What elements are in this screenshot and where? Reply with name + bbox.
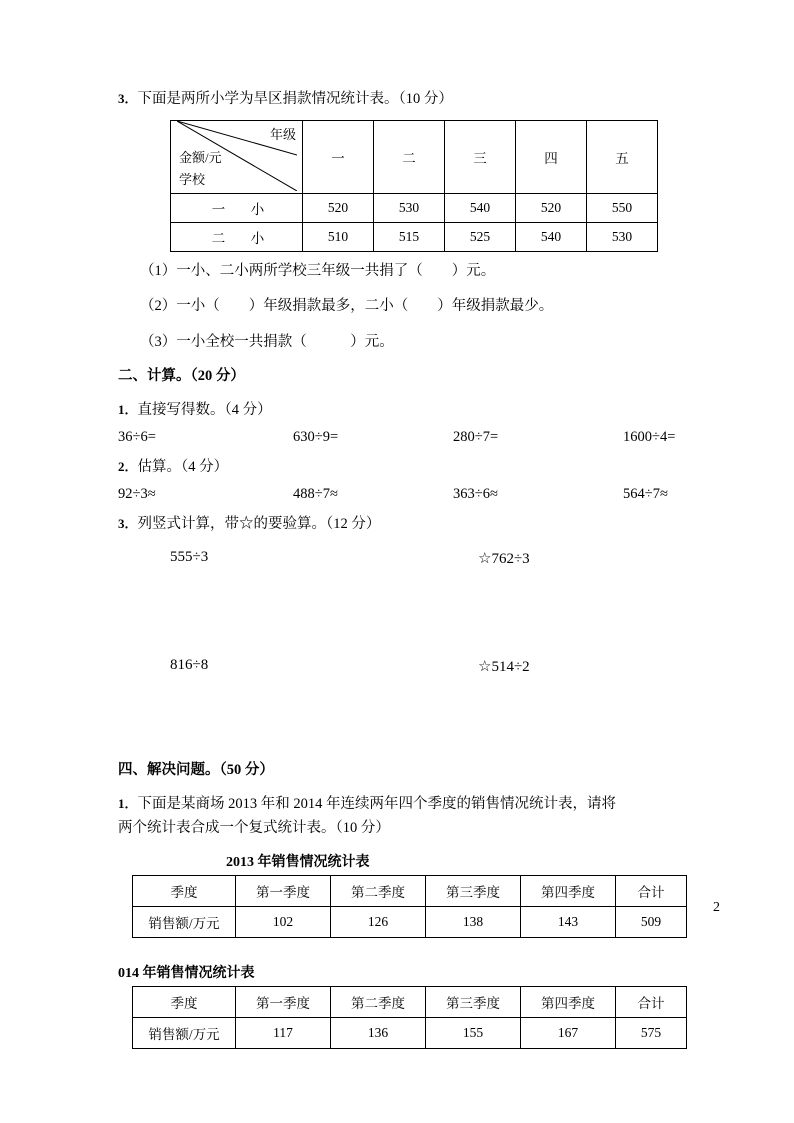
t2013-row-q4: 143 — [521, 906, 616, 937]
section2-q1-heading — [118, 399, 698, 423]
table-2013-title: 2013 年销售情况统计表 — [226, 854, 370, 870]
estimate-item-488-7: 488÷7≈ — [293, 486, 338, 503]
table-row — [171, 222, 658, 251]
donation-grade-4: 四 — [516, 120, 587, 193]
section4-q1-number: 1． — [118, 796, 138, 812]
question-3-heading — [118, 88, 698, 112]
question-3-sub-2: （2）一小（ ）年级捐款最多，二小（ ）年级捐款最少。 — [140, 298, 554, 315]
section4-q1-text1: 下面是某商场 2013 年和 2014 年连续两年四个季度的销售情况统计表，请将 — [137, 796, 617, 813]
question-3-sub-1: （1）一小、二小两所学校三年级一共捐了（ ）元。 — [140, 262, 496, 279]
vertical-calc-row-1 — [118, 549, 698, 579]
t2013-header-3: 第三季度 — [426, 875, 521, 906]
donation-row-1-value-0: 510 — [303, 222, 374, 251]
t2014-row-q1: 117 — [236, 1017, 331, 1048]
calc-item-630-9: 630÷9= — [293, 429, 339, 446]
section2-q2-number: 2． — [118, 459, 138, 475]
page-number: 2 — [713, 900, 720, 915]
donation-table-header-row — [171, 120, 658, 193]
section2-q1-number: 1． — [118, 402, 138, 418]
section2-q2-heading — [118, 456, 698, 480]
section4-q1-line1 — [118, 793, 698, 817]
t2014-header-3: 第三季度 — [426, 986, 521, 1017]
table-row — [133, 875, 687, 906]
section-2-heading: 二、计算。（20 分） — [118, 368, 245, 385]
t2013-header-1: 第一季度 — [236, 875, 331, 906]
t2014-header-5: 合计 — [616, 986, 687, 1017]
t2013-header-4: 第四季度 — [521, 875, 616, 906]
donation-table — [170, 120, 658, 252]
donation-row-1-name: 二 小 — [171, 222, 303, 251]
donation-grade-5: 五 — [587, 120, 658, 193]
table-2014-title: 014 年销售情况统计表 — [118, 965, 255, 981]
question-3-text: 下面是两所小学为旱区捐款情况统计表。（10 分） — [137, 91, 453, 107]
vertical-calc-816-8: 816÷8 — [170, 657, 209, 674]
t2014-header-0: 季度 — [133, 986, 236, 1017]
section4-q1-line2: 两个统计表合成一个复式统计表。（10 分） — [118, 819, 390, 836]
t2014-header-1: 第一季度 — [236, 986, 331, 1017]
table-2014 — [132, 986, 687, 1049]
t2013-header-2: 第二季度 — [331, 875, 426, 906]
section2-q3-number: 3． — [118, 516, 138, 532]
section2-q3-text: 列竖式计算，带☆的要验算。（12 分） — [137, 516, 381, 533]
t2013-header-0: 季度 — [133, 875, 236, 906]
section2-q1-items — [118, 429, 698, 446]
t2014-header-4: 第四季度 — [521, 986, 616, 1017]
t2013-row-label: 销售额/万元 — [133, 906, 236, 937]
t2014-header-2: 第二季度 — [331, 986, 426, 1017]
calc-item-36-6: 36÷6= — [118, 429, 156, 446]
section2-q1-text: 直接写得数。（4 分） — [137, 402, 272, 419]
estimate-item-564-7: 564÷7≈ — [623, 486, 668, 503]
t2013-row-q3: 138 — [426, 906, 521, 937]
section2-q2-text: 估算。（4 分） — [137, 459, 229, 476]
donation-row-1-value-2: 525 — [445, 222, 516, 251]
calc-item-1600-4: 1600÷4= — [623, 429, 676, 446]
section2-q3-heading — [118, 513, 698, 537]
donation-grade-1: 一 — [303, 120, 374, 193]
t2013-row-q1: 102 — [236, 906, 331, 937]
donation-row-0-value-3: 520 — [516, 193, 587, 222]
corner-label-grade: 年级 — [269, 126, 296, 142]
section2-q2-items — [118, 486, 698, 503]
estimate-item-363-6: 363÷6≈ — [453, 486, 498, 503]
table-row — [171, 193, 658, 222]
donation-row-1-value-4: 530 — [587, 222, 658, 251]
t2014-row-label: 销售额/万元 — [133, 1017, 236, 1048]
donation-row-1-value-3: 540 — [516, 222, 587, 251]
donation-grade-2: 二 — [374, 120, 445, 193]
donation-row-1-value-1: 515 — [374, 222, 445, 251]
estimate-item-92-3: 92÷3≈ — [118, 486, 156, 503]
question-3-number: 3． — [118, 91, 138, 106]
table-row — [133, 986, 687, 1017]
question-3-sub-3: （3）一小全校一共捐款（ ）元。 — [140, 333, 394, 350]
table-2013 — [132, 875, 687, 938]
donation-row-0-value-2: 540 — [445, 193, 516, 222]
donation-row-0-value-0: 520 — [303, 193, 374, 222]
corner-label-money: 金额/元 — [179, 149, 222, 165]
t2013-header-5: 合计 — [616, 875, 687, 906]
vertical-calc-514-2: ☆514÷2 — [478, 659, 530, 676]
donation-row-0-value-1: 530 — [374, 193, 445, 222]
donation-corner-cell — [171, 120, 303, 193]
t2014-row-total: 575 — [616, 1017, 687, 1048]
donation-row-0-value-4: 550 — [587, 193, 658, 222]
t2013-row-q2: 126 — [331, 906, 426, 937]
section-4-heading: 四、解决问题。（50 分） — [118, 762, 274, 779]
vertical-calc-555-3: 555÷3 — [170, 549, 209, 566]
corner-label-school: 学校 — [179, 171, 206, 187]
table-row — [133, 1017, 687, 1048]
t2014-row-q3: 155 — [426, 1017, 521, 1048]
table-row — [133, 906, 687, 937]
calc-item-280-7: 280÷7= — [453, 429, 499, 446]
t2014-row-q2: 136 — [331, 1017, 426, 1048]
donation-table-wrapper — [170, 120, 698, 252]
t2013-row-total: 509 — [616, 906, 687, 937]
vertical-calc-762-3: ☆762÷3 — [478, 551, 530, 568]
vertical-calc-row-2 — [118, 657, 698, 687]
donation-grade-3: 三 — [445, 120, 516, 193]
donation-row-0-name: 一 小 — [171, 193, 303, 222]
t2014-row-q4: 167 — [521, 1017, 616, 1048]
